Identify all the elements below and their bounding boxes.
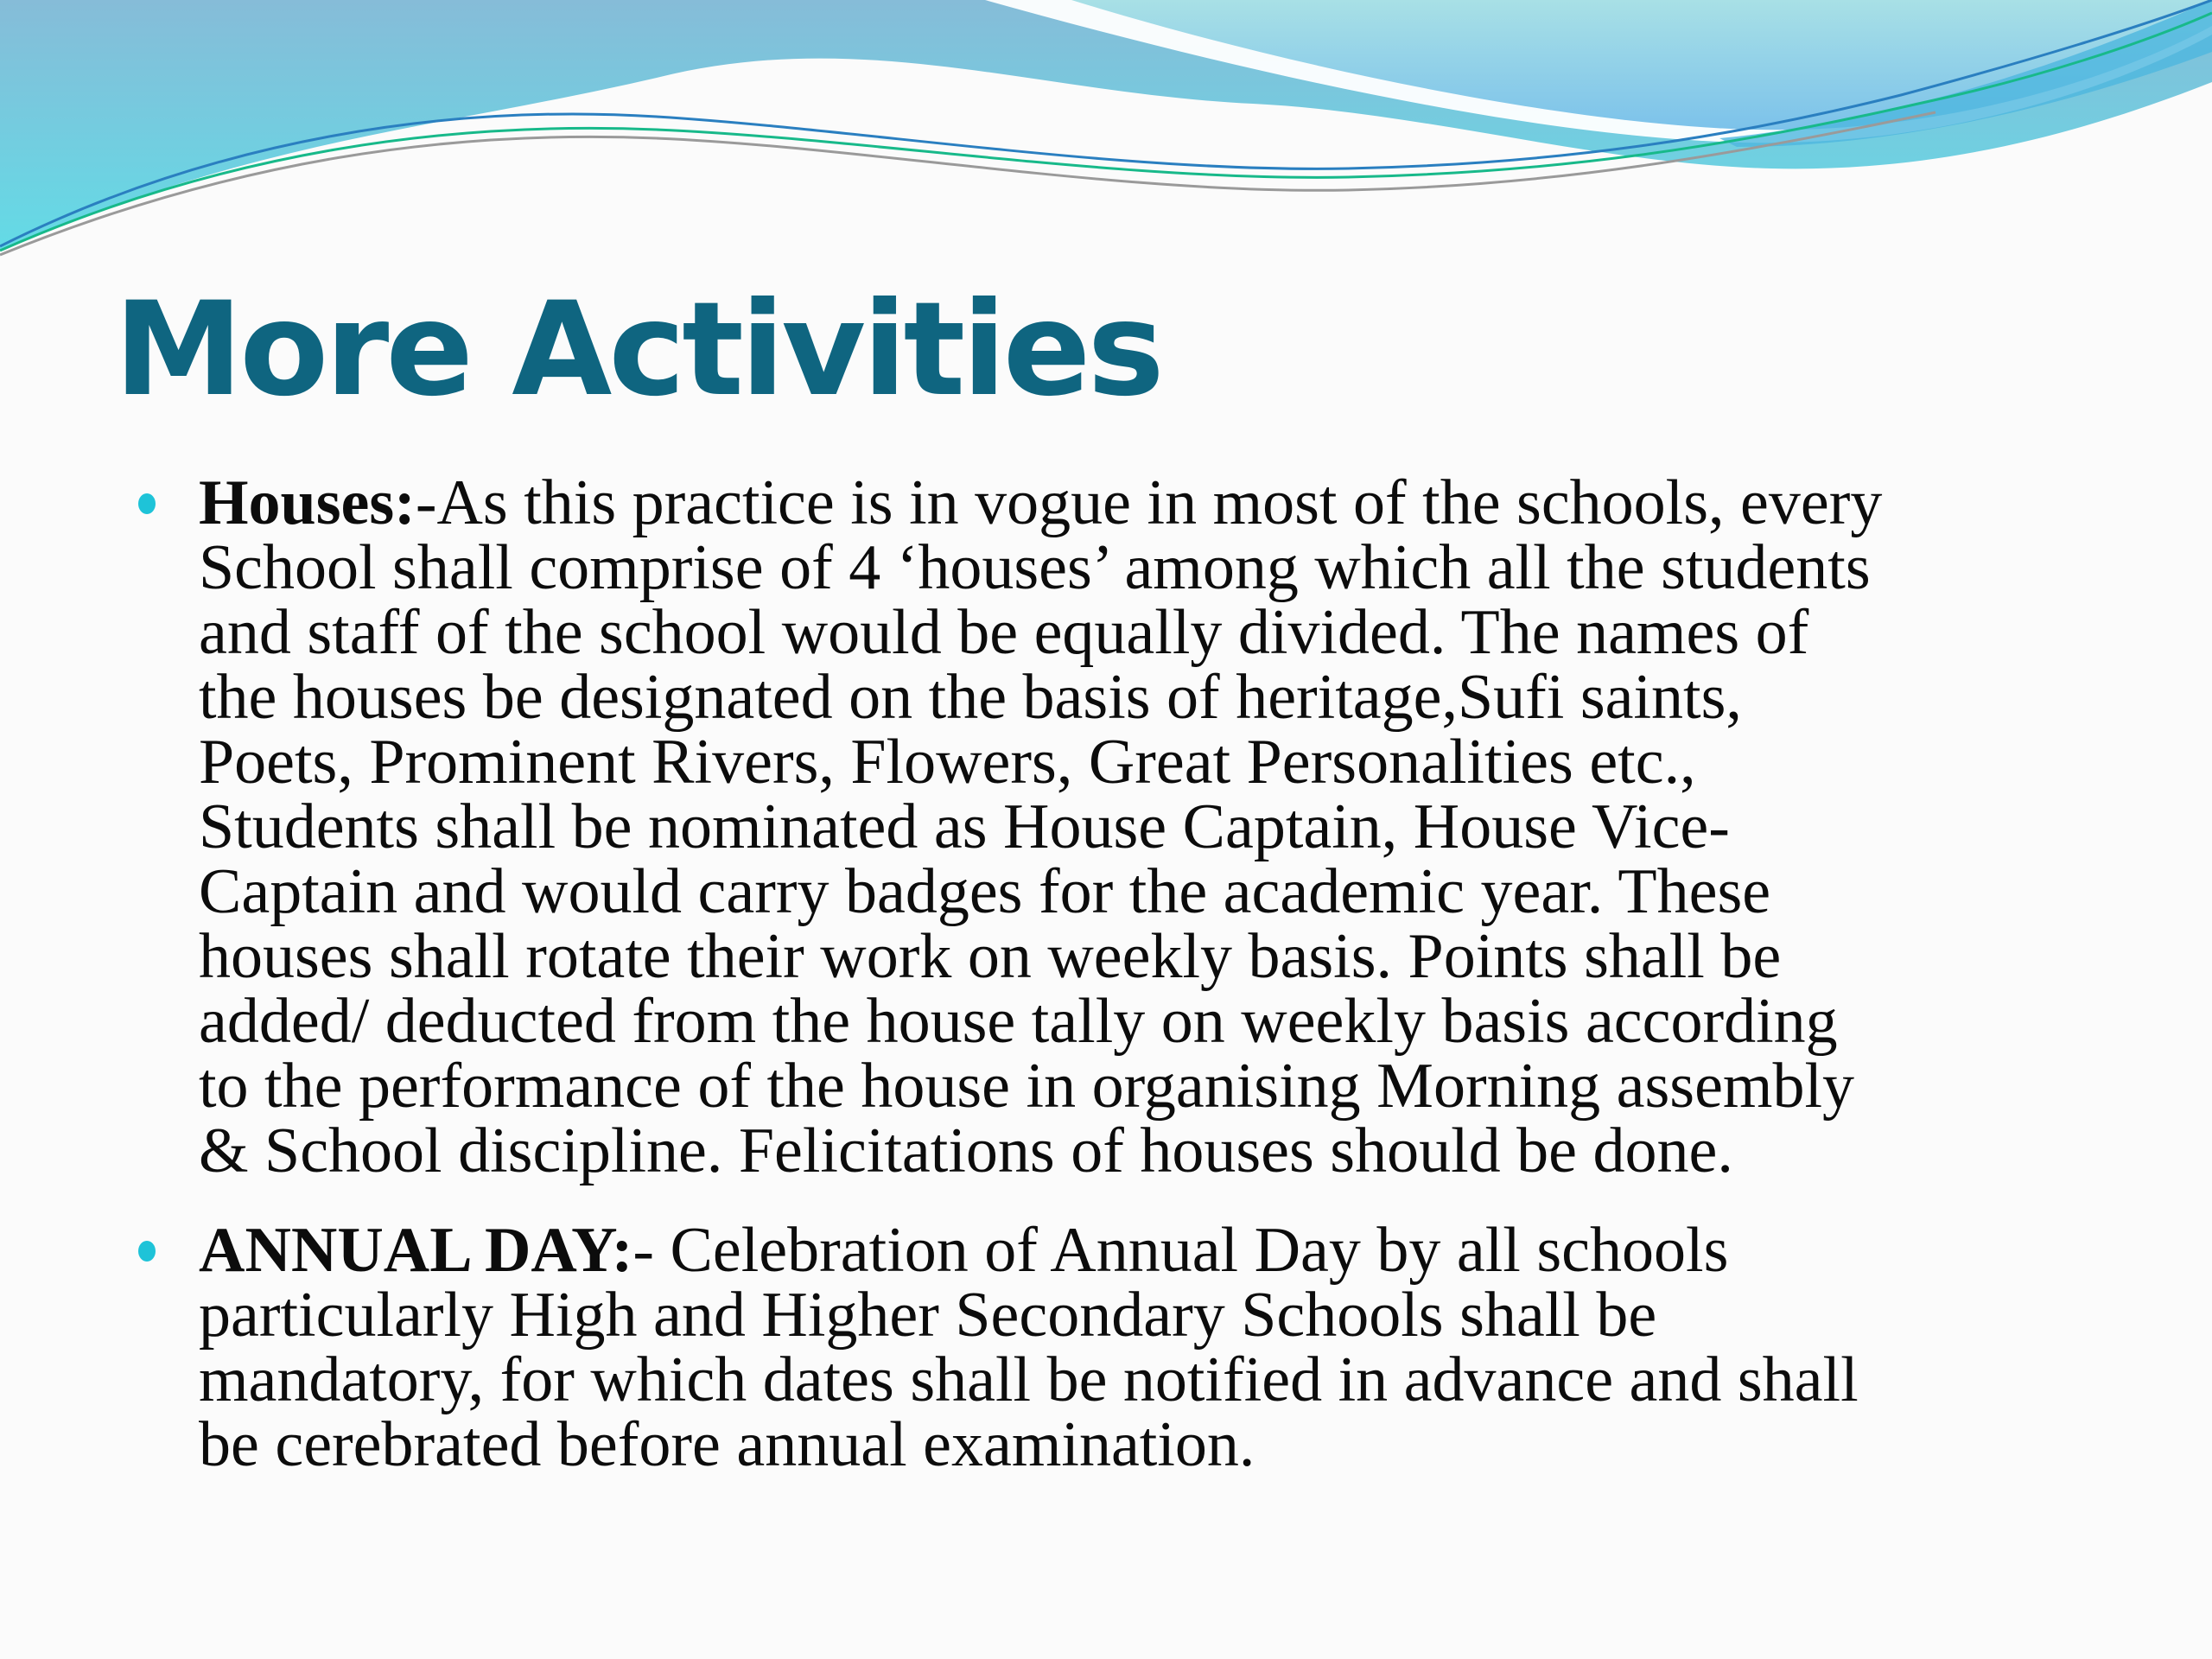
bullet-houses xyxy=(138,467,2126,1186)
decorative-wave-banner xyxy=(0,0,2212,276)
bullet-line: houses shall rotate their work on weekly basis. Points shall be xyxy=(199,921,1782,992)
bullet-line xyxy=(199,467,2126,538)
slide-title: More Activities xyxy=(114,275,1161,425)
bullet-text: -As this practice is in vogue in most of the schools, every xyxy=(415,467,1883,538)
bullet-text: - Celebration of Annual Day by all schools xyxy=(632,1215,1729,1286)
bullet-line: be cerebrated before annual examination. xyxy=(199,1409,1255,1480)
bullet-line: and staff of the school would be equally divided. The names of xyxy=(199,597,1809,668)
bullet-line: Poets, Prominent Rivers, Flowers, Great Personalities etc., xyxy=(199,727,1696,798)
bullet-heading: ANNUAL DAY: xyxy=(199,1215,633,1286)
bullet-annual-day xyxy=(138,1215,2126,1480)
bullet-line: mandatory, for which dates shall be notified in advance and shall xyxy=(199,1344,1859,1415)
bullet-line: to the performance of the house in organising Morning assembly xyxy=(199,1051,1855,1122)
bullet-line: Students shall be nominated as House Captain, House Vice- xyxy=(199,791,1730,862)
bullet-line: School shall comprise of 4 ‘houses’ among which all the students xyxy=(199,532,1871,603)
bullet-line: particularly High and Higher Secondary Schools shall be xyxy=(199,1280,1657,1351)
bullet-line xyxy=(199,1215,2126,1286)
bullet-line: Captain and would carry badges for the academic year. These xyxy=(199,856,1771,927)
bullet-line: the houses be designated on the basis of heritage,Sufi saints, xyxy=(199,662,1742,733)
bullet-line: added/ deducted from the house tally on weekly basis according xyxy=(199,986,1838,1057)
bullet-line: & School discipline. Felicitations of houses should be done. xyxy=(199,1116,1733,1186)
bullet-dot-icon xyxy=(138,493,156,514)
bullet-dot-icon xyxy=(138,1241,156,1262)
bullet-heading: Houses: xyxy=(199,467,416,538)
bullet-list xyxy=(138,467,2126,1512)
